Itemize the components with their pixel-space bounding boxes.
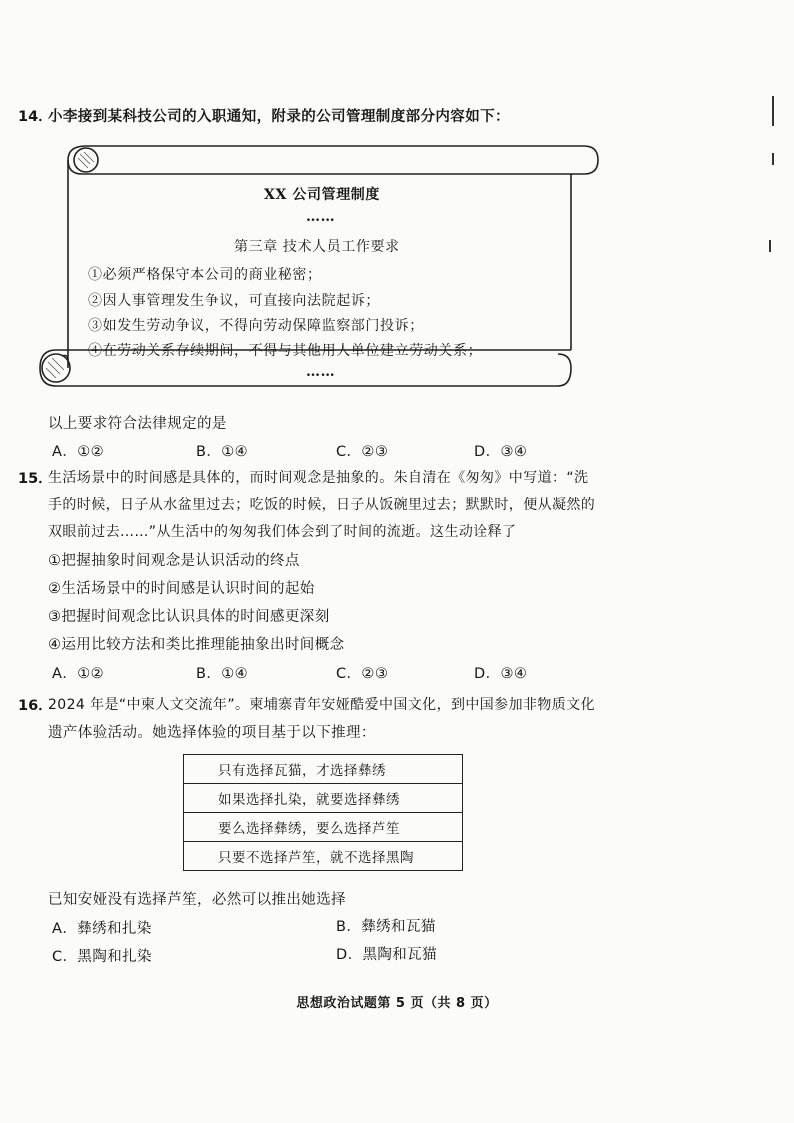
q16-stem-line: 遗产体验活动。她选择体验的项目基于以下推理： <box>48 725 376 741</box>
scan-mark <box>772 153 774 165</box>
regulation-chapter: 第三章 技术人员工作要求 <box>234 239 400 255</box>
regulation-dots-bottom: …… <box>306 364 336 380</box>
regulation-item: ④在劳动关系存续期间，不得与其他用人单位建立劳动关系； <box>88 343 483 359</box>
q15-option-d: D．③④ <box>474 666 528 682</box>
reasoning-table <box>183 754 463 871</box>
reasoning-row: 要么选择彝绣，要么选择芦笙 <box>184 813 462 842</box>
q15-option-b: B．①④ <box>196 666 249 682</box>
regulation-scroll <box>38 142 602 390</box>
regulation-dots-top: …… <box>306 209 336 225</box>
reasoning-row: 如果选择扎染，就要选择彝绣 <box>184 784 462 813</box>
q15-number: 15． <box>18 471 53 487</box>
regulation-item: ③如发生劳动争议，不得向劳动保障监察部门投诉； <box>88 318 424 334</box>
q14-option-d: D．③④ <box>474 444 528 460</box>
regulation-item: ①必须严格保守本公司的商业秘密； <box>88 267 322 283</box>
q16-option-c: C．黑陶和扎染 <box>52 949 152 965</box>
q16-question: 已知安娅没有选择芦笙，必然可以推出她选择 <box>48 892 346 908</box>
q14-number: 14． <box>18 109 53 125</box>
page-footer: 思想政治试题第 5 页（共 8 页） <box>296 996 498 1011</box>
q14-option-c: C．②③ <box>336 444 389 460</box>
q14-option-b: B．①④ <box>196 444 249 460</box>
regulation-title: XX 公司管理制度 <box>264 187 380 203</box>
q15-statement: ③把握时间观念比认识具体的时间感更深刻 <box>48 609 330 625</box>
q15-statement: ④运用比较方法和类比推理能抽象出时间概念 <box>48 637 345 653</box>
q16-option-d: D．黑陶和瓦猫 <box>336 947 437 963</box>
q15-statement: ①把握抽象时间观念是认识活动的终点 <box>48 553 300 569</box>
scan-mark <box>769 240 771 252</box>
q15-stem-line: 生活场景中的时间感是具体的，而时间观念是抽象的。朱自清在《匆匆》中写道：“洗 <box>48 470 589 486</box>
q16-option-a: A．彝绣和扎染 <box>52 921 152 937</box>
q15-stem-line: 手的时候，日子从水盆里过去；吃饭的时候，日子从饭碗里过去；默默时，便从凝然的 <box>48 497 596 513</box>
q15-option-c: C．②③ <box>336 666 389 682</box>
q15-stem-line: 双眼前过去……”从生活中的匆匆我们体会到了时间的流逝。这生动诠释了 <box>48 524 517 540</box>
q16-number: 16． <box>18 698 53 714</box>
regulation-item: ②因人事管理发生争议，可直接向法院起诉； <box>88 293 380 309</box>
scan-mark <box>772 96 774 126</box>
q14-stem: 小李接到某科技公司的入职通知，附录的公司管理制度部分内容如下： <box>48 109 510 125</box>
reasoning-row: 只要不选择芦笙，就不选择黑陶 <box>218 850 414 866</box>
q15-statement: ②生活场景中的时间感是认识时间的起始 <box>48 581 315 597</box>
q14-option-a: A．①② <box>52 444 105 460</box>
q15-option-a: A．①② <box>52 666 105 682</box>
q14-question: 以上要求符合法律规定的是 <box>48 416 227 432</box>
reasoning-row: 只有选择瓦猫，才选择彝绣 <box>184 755 462 784</box>
q16-stem-line: 2024 年是“中柬人文交流年”。柬埔寨青年安娅酷爱中国文化，到中国参加非物质文化 <box>48 697 595 713</box>
q16-option-b: B．彝绣和瓦猫 <box>336 919 436 935</box>
